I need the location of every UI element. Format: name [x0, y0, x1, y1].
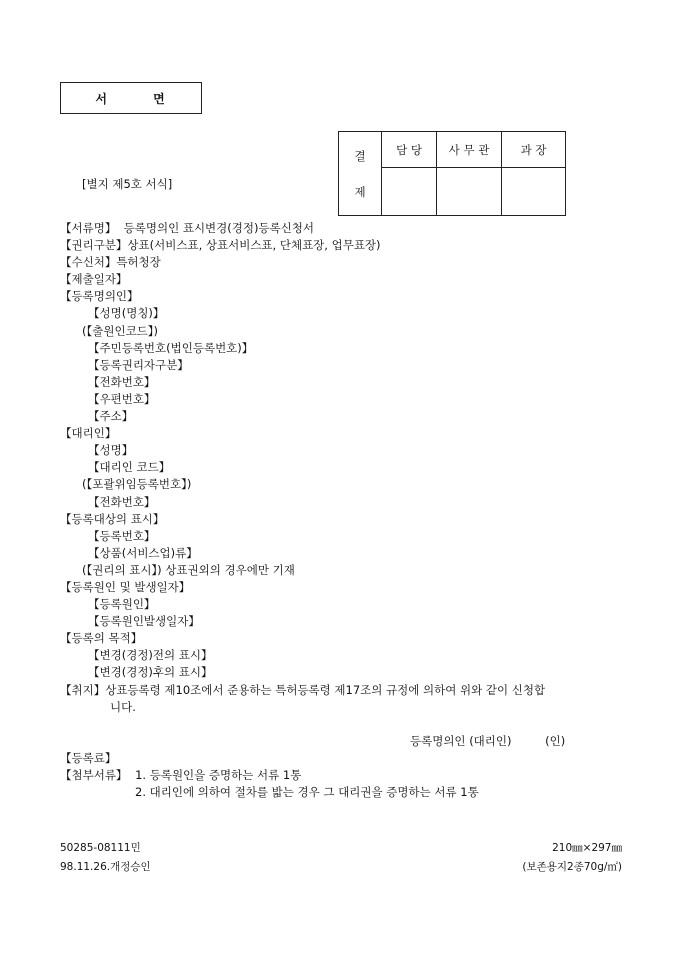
line-document-name: 【서류명】 등록명의인 표시변경(경정)등록신청서 [60, 221, 315, 235]
paper-spec: (보존용지2종70g/㎡) [522, 861, 622, 873]
line-purport: 【취지】상표등록령 제10조에서 준용하는 특허등록령 제17조의 규정에 의하여 위와 같이 신청합 [60, 682, 546, 697]
approval-sign-chief [502, 168, 566, 216]
line-power-of-attorney: (【포괄위임등록번호】) [82, 477, 192, 492]
approval-col-chief: 과 장 [502, 132, 566, 168]
seal-mark: (인) [545, 734, 566, 748]
line-submit-date: 【제출일자】 [60, 272, 128, 287]
footer-right [522, 839, 622, 877]
form-code: 50285-08111민 [60, 842, 141, 854]
line-registration-target: 【등록대상의 표시】 [60, 511, 165, 526]
line-applicant-code: (【출원인코드】) [82, 323, 159, 338]
line-registrant-name: 【성명(명칭)】 [88, 306, 165, 321]
line-cause-and-date: 【등록원인 및 발생일자】 [60, 579, 191, 594]
line-postal-code: 【우편번호】 [88, 391, 156, 406]
line-registrant: 【등록명의인】 [60, 289, 139, 304]
form-body [60, 220, 545, 716]
line-recipient: 【수신처】특허청장 [60, 255, 161, 270]
approval-col-staff: 담 당 [382, 132, 437, 168]
approval-sign-officer [437, 168, 502, 216]
line-resident-number: 【주민등록번호(법인등록번호)】 [88, 340, 254, 355]
line-right-indication: (【권리의 표시】) 상표권외의 경우에만 기재 [82, 562, 295, 577]
applicant-signature [410, 733, 565, 749]
line-right-type: 【권리구분】상표(서비스표, 상표서비스표, 단체표장, 업무표장) [60, 238, 381, 253]
footer-left [60, 839, 151, 877]
line-agent-code: 【대리인 코드】 [88, 460, 171, 475]
approval-col-officer: 사 무 관 [437, 132, 502, 168]
document-title: 서 면 [95, 91, 167, 106]
line-after-change: 【변경(경정)후의 표시】 [88, 665, 213, 680]
attachments [60, 767, 479, 801]
approval-side-label: 결 제 [339, 132, 382, 216]
attachment-item-2: 2. 대리인에 의하여 절차를 밟는 경우 그 대리권을 증명하는 서류 1통 [135, 785, 479, 800]
line-fee: 【등록료】 [60, 751, 117, 765]
line-purport-cont: 니다. [110, 699, 136, 714]
approval-table [338, 131, 566, 216]
form-number: [별지 제5호 서식] [82, 177, 173, 191]
approval-date: 98.11.26.개정승인 [60, 861, 151, 873]
attachments-label: 【첨부서류】 [60, 768, 128, 782]
line-cause: 【등록원인】 [88, 597, 156, 612]
attachment-item-1: 1. 등록원인을 증명하는 서류 1통 [135, 768, 302, 782]
line-rights-holder-type: 【등록권리자구분】 [88, 357, 189, 372]
line-agent-name: 【성명】 [88, 443, 134, 458]
document-title-box [60, 82, 202, 114]
line-before-change: 【변경(경정)전의 표시】 [88, 648, 213, 663]
line-goods-class: 【상품(서비스업)류】 [88, 545, 198, 560]
paper-size: 210㎜×297㎜ [552, 842, 622, 854]
line-agent-phone: 【전화번호】 [88, 494, 156, 509]
line-purpose: 【등록의 목적】 [60, 631, 143, 646]
line-agent: 【대리인】 [60, 426, 117, 441]
approval-sign-staff [382, 168, 437, 216]
line-registration-number: 【등록번호】 [88, 528, 156, 543]
line-registrant-phone: 【전화번호】 [88, 374, 156, 389]
line-cause-date: 【등록원인발생일자】 [88, 614, 200, 629]
applicant-label: 등록명의인 (대리인) [410, 734, 512, 748]
line-address: 【주소】 [88, 409, 134, 424]
